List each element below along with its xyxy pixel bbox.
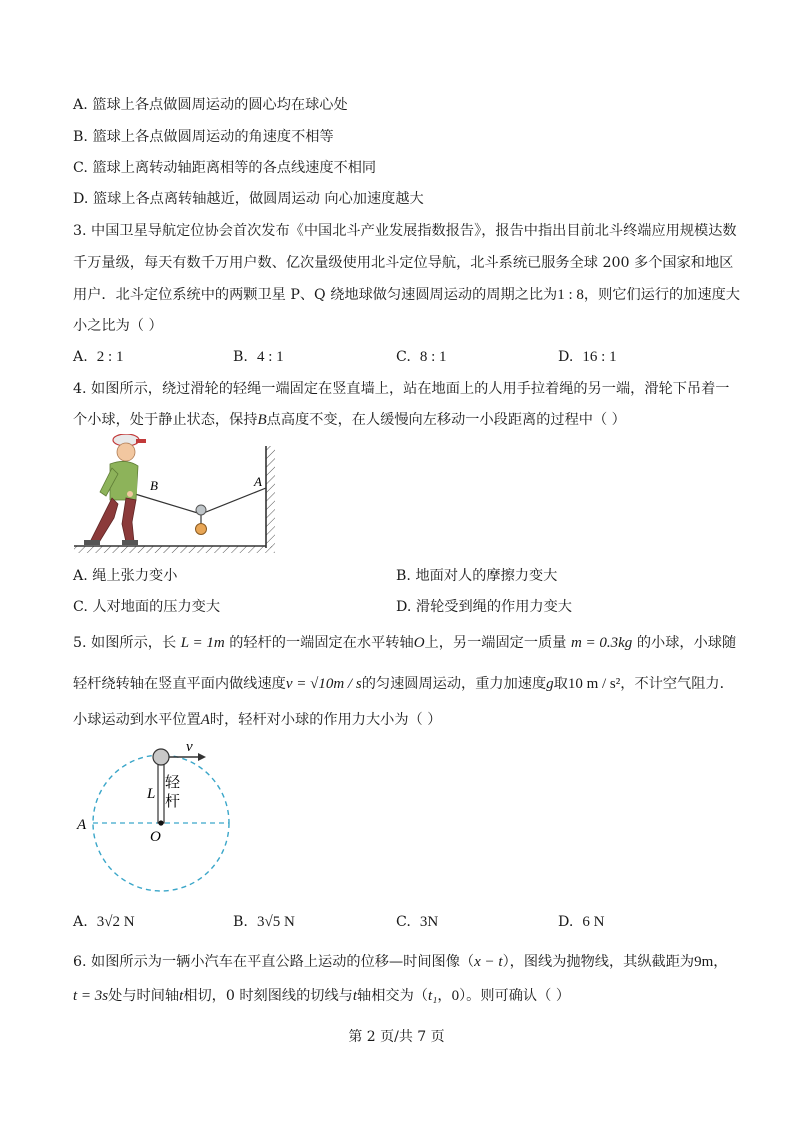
q5-text-line3 (73, 710, 441, 730)
label-a: A (254, 474, 262, 489)
q5-text-line3-b: 时，轻杆对小球的作用力大小为（ ） (209, 712, 442, 728)
rope-right (201, 488, 266, 514)
q6-text-line2 (73, 986, 570, 1006)
q3-option-b-label: B. (233, 349, 248, 365)
q4-option-a: A. 绳上张力变小 (73, 568, 178, 584)
q5-point-o: O (413, 635, 425, 651)
q6-t-value: t = 3s (73, 988, 109, 1004)
q3-option-d-value: 16 : 1 (582, 349, 617, 365)
label-rod-1: 轻 (165, 775, 181, 791)
q5-text-line1-d: 的小球，小球随 (636, 635, 737, 651)
q4-option-c: C. 人对地面的压力变大 (73, 599, 221, 615)
q5-text-line1-b: 的轻杆的一端固定在水平转轴 (229, 635, 414, 651)
q2-option-c: C. 篮球上离转动轴距离相等的各点线速度不相同 (73, 160, 377, 176)
q6-zero: 0 (451, 988, 460, 1004)
ball (196, 524, 207, 535)
q3-text-line3-a: 用户．北斗定位系统中的两颗卫星 P、Q 绕地球做匀速圆周运动的周期之比为 (73, 287, 558, 303)
label-b: B (150, 478, 158, 493)
q2-option-a: A. 篮球上各点做圆周运动的圆心均在球心处 (73, 97, 348, 113)
q3-option-d (558, 347, 617, 367)
q4-figure (70, 434, 285, 556)
q5-option-d-label: D. (558, 914, 574, 930)
q3-option-a (73, 347, 123, 367)
q5-option-b-value: 3√5 N (256, 914, 295, 930)
q5-text-line1-a: 5. 如图所示，长 (73, 635, 177, 651)
q5-option-c (396, 912, 438, 932)
q3-text-line2: 千万量级，每天有数千万用户数、亿次量级使用北斗定位导航，北斗系统已服务全球 200 多个国家和地区 (73, 255, 734, 271)
q5-point-a: A (200, 712, 210, 728)
q4-text-line2-b: 点高度不变，在人缓慢向左移动一小段距离的过程中（ ） (266, 412, 626, 428)
rope-left (135, 494, 201, 514)
q3-option-a-value: 2 : 1 (96, 349, 124, 365)
q3-period-ratio: 1 : 8 (557, 287, 584, 303)
q6-text-line1 (73, 952, 727, 972)
q3-option-c-value: 8 : 1 (419, 349, 447, 365)
q5-option-d (558, 912, 605, 932)
q6-t-axis-2: t (352, 988, 358, 1004)
q6-text-line1-b: ），图线为抛物线，其纵截距为 (502, 954, 695, 970)
label-o: O (150, 829, 161, 845)
q5-text-line3-a: 小球运动到水平位置 (73, 712, 201, 728)
ground-hatch (74, 546, 275, 553)
q5-text-line1 (73, 633, 736, 653)
q5-option-b (233, 912, 295, 932)
pulley (196, 505, 206, 515)
q5-velocity: v = √10m / s (285, 676, 362, 692)
pivot-o (158, 820, 163, 825)
q6-text-line2-a: 处与时间轴 (108, 988, 180, 1004)
q4-text-line2 (73, 410, 626, 430)
q6-text-line2-e: ）。则可确认（ ） (459, 988, 571, 1004)
q5-text-line2-b: 的匀速圆周运动，重力加速度 (361, 676, 547, 692)
q4-option-d: D. 滑轮受到绳的作用力变大 (396, 599, 572, 615)
q6-text-line2-d: ， (437, 988, 452, 1004)
q5-text-line2-d: ，不计空气阻力． (620, 676, 734, 692)
q4-point-b: B (257, 412, 267, 428)
q5-option-d-value: 6 N (582, 914, 605, 930)
q5-mass: m = 0.3kg (570, 635, 633, 651)
q5-text-line2-c: 取 (553, 676, 568, 692)
q5-option-a-label: A. (73, 914, 88, 930)
q5-text-line1-c: 上，另一端固定一质量 (424, 635, 567, 651)
q5-option-c-value: 3N (419, 914, 439, 930)
wall-hatch (266, 446, 275, 548)
q5-option-b-label: B. (233, 914, 248, 930)
person-illustration (84, 434, 146, 545)
rod-ball (153, 749, 169, 765)
q5-g-value: 10 m / s² (567, 676, 621, 692)
q6-text-line2-c: 轴相交为（ (357, 988, 428, 1004)
q6-xt: x − t (474, 954, 503, 970)
q6-t-axis: t (179, 988, 184, 1004)
q6-text-line1-a: 6. 如图所示为一辆小汽车在平直公路上运动的位移—时间图像（ (73, 954, 475, 970)
q3-text-line3-b: ，则它们运行的加速度大 (583, 287, 740, 303)
label-rod-2: 杆 (165, 794, 181, 810)
q3-text-line4: 小之比为（ ） (73, 318, 163, 334)
q2-option-b: B. 篮球上各点做圆周运动的角速度不相等 (73, 129, 334, 145)
q5-g-symbol: g (546, 676, 554, 692)
page-footer: 第 2 页/共 7 页 (348, 1029, 445, 1045)
q5-option-a-value: 3√2 N (96, 914, 135, 930)
q3-option-c-label: C. (396, 349, 411, 365)
q3-text-line1: 3. 中国卫星导航定位协会首次发布《中国北斗产业发展指数报告》，报告中指出目前北斗终端应用规模达数 (73, 223, 737, 239)
q6-intercept: 9m (694, 954, 714, 970)
q3-text-line3 (73, 285, 740, 305)
q2-option-d: D. 篮球上各点离转轴越近，做圆周运动 向心加速度越大 (73, 191, 424, 207)
q3-option-b (233, 347, 284, 367)
q3-option-c (396, 347, 447, 367)
q5-figure (70, 738, 240, 898)
q3-option-a-label: A. (73, 349, 88, 365)
label-l: L (147, 786, 156, 802)
q4-text-line1: 4. 如图所示，绕过滑轮的轻绳一端固定在竖直墙上，站在地面上的人用手拉着绳的另一端，滑轮下吊着一 (73, 381, 730, 397)
q5-length: L = 1m (180, 635, 225, 651)
label-v: v (186, 739, 193, 755)
q5-text-line2 (73, 674, 734, 694)
q4-option-b: B. 地面对人的摩擦力变大 (396, 568, 558, 584)
q5-text-line2-a: 轻杆绕转轴在竖直平面内做线速度 (73, 676, 286, 692)
q4-text-line2-a: 个小球，处于静止状态，保持 (73, 412, 258, 428)
q6-text-line1-c: ， (713, 954, 728, 970)
q3-option-d-label: D. (558, 349, 574, 365)
q5-option-c-label: C. (396, 914, 411, 930)
label-a: A (77, 817, 87, 833)
q6-text-line2-b: 相切，0 时刻图线的切线与 (183, 988, 353, 1004)
velocity-arrowhead (198, 753, 206, 761)
q3-option-b-value: 4 : 1 (256, 349, 284, 365)
q6-t1: t₁ (428, 988, 438, 1004)
q5-option-a (73, 912, 135, 932)
light-rod (158, 762, 164, 823)
